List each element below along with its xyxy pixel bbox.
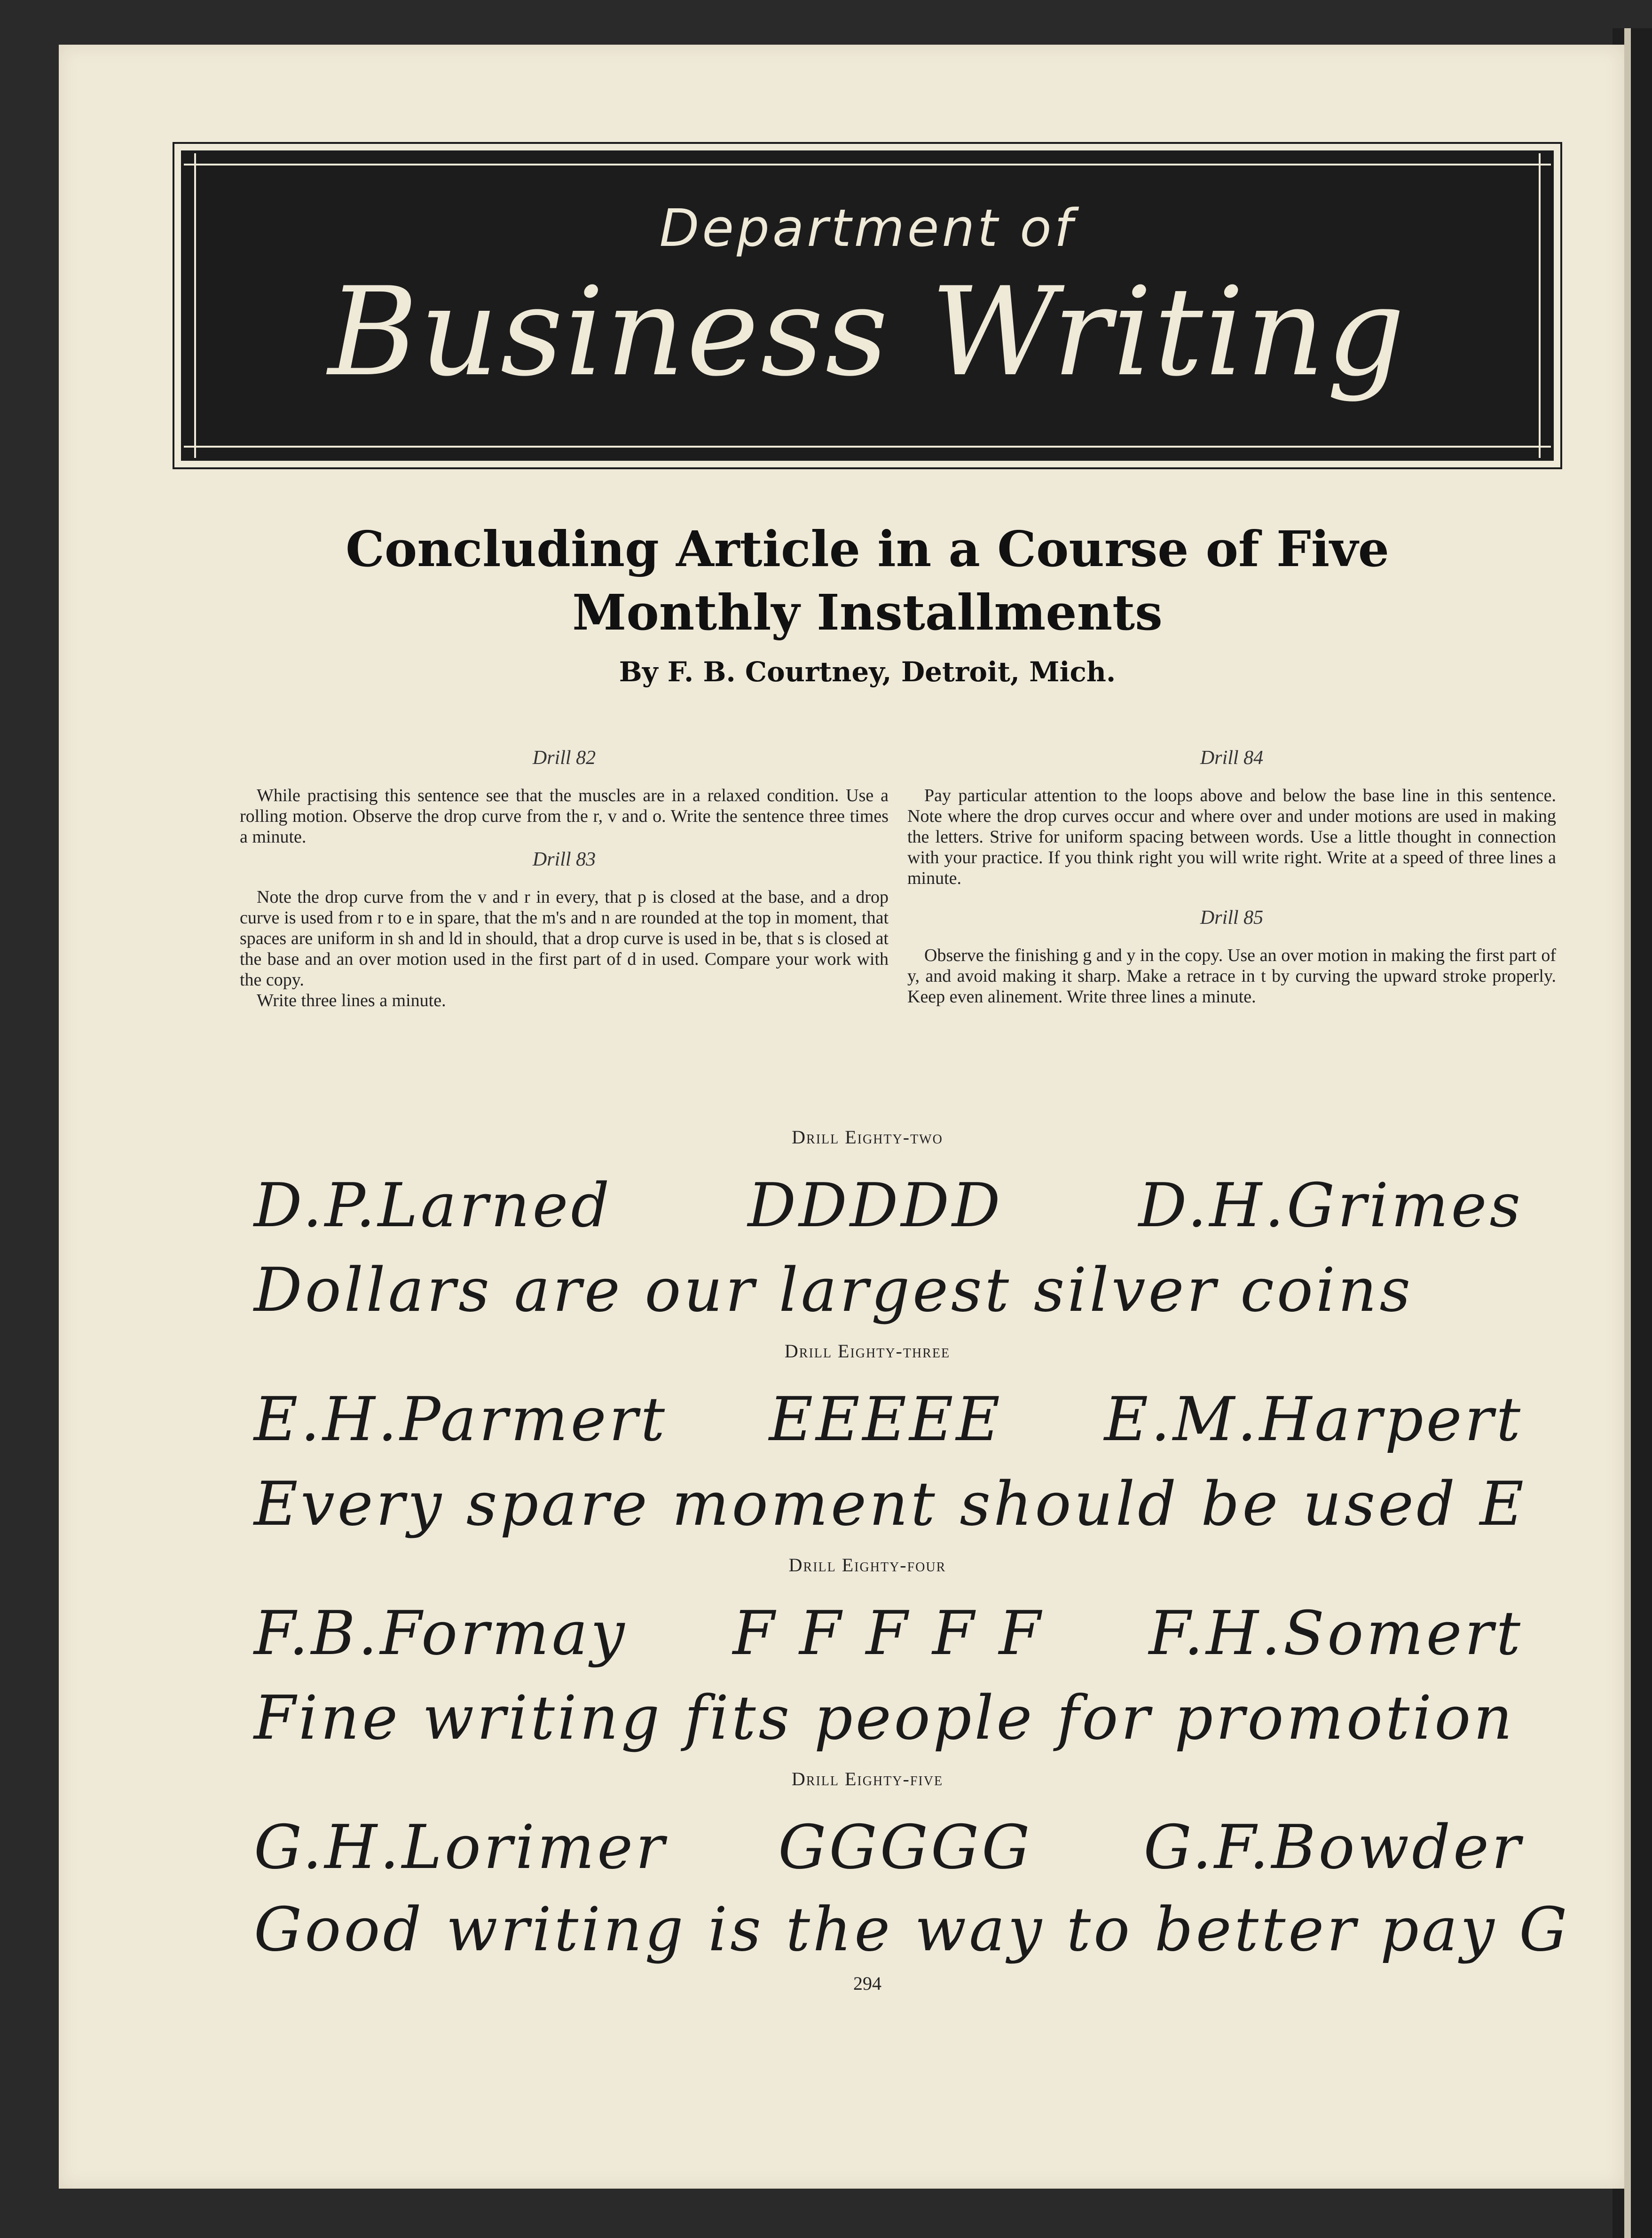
drill-85-title: Drill 85 [1200,907,1264,929]
script-name: D.P.Larned [254,1171,613,1241]
banner-rule-bottom [184,446,1551,448]
right-column [907,748,1556,1007]
script-letters: EEEEE [769,1385,1003,1455]
script-sentence: Dollars are our largest silver coins [254,1255,1413,1325]
banner-business-writing-text: Business Writing [328,261,1407,403]
drill-eighty-five-label: Drill Eighty-five [791,1768,944,1789]
byline: By F. B. Courtney, Detroit, Mich. [619,656,1116,688]
drill-82-text: While practising this sentence see that the muscles are in a relaxed condition. Use a rolling motion. Observe the drop curve from the r, v and o. Write the sentence three times a minute. [240,786,889,847]
drill-eighty-five-row-1 [254,1812,1523,1883]
drill-eighty-four-row-1 [254,1599,1523,1669]
left-column [240,748,889,1011]
script-name: F.H.Somert [1149,1599,1523,1669]
script-name: D.H.Grimes [1138,1171,1523,1241]
script-name: G.H.Lorimer [254,1812,668,1883]
drill-83-text-2: Write three lines a minute. [257,991,446,1010]
script-sentence: Fine writing fits people for promotion [254,1683,1515,1753]
drill-84-title: Drill 84 [1200,747,1264,769]
drill-eighty-three-row-2 [254,1469,1526,1539]
drill-eighty-two-row-2 [254,1255,1523,1325]
banner-frame [181,150,1554,461]
headline-line-2: Monthly Installments [572,583,1163,641]
script-letters: GGGGG [778,1812,1033,1883]
drill-eighty-three-row-1 [254,1385,1523,1455]
drill-82-title: Drill 82 [532,747,596,769]
banner-rule-top [184,164,1551,165]
drill-83-text: Note the drop curve from the v and r in every, that p is closed at the base, and a drop curve is used from r to e in spare, that the m's and n are rounded at the top in moment, that spaces are uniform in sh and ld in should, that a drop curve is used in be, that s is closed at the base and an over motion used in the first part of d in used. Compare your work with the copy. [240,887,889,990]
page-number: 294 [853,1973,881,1994]
drill-eighty-two-label: Drill Eighty-two [792,1127,943,1148]
drill-eighty-two-row-1 [254,1171,1523,1241]
drill-eighty-four-row-2 [254,1683,1523,1753]
headline-line-1: Concluding Article in a Course of Five [346,520,1389,578]
drill-83-title: Drill 83 [532,849,596,870]
drill-85-text: Observe the finishing g and y in the copy. Use an over motion in making the first part of y, and avoid making it sharp. Make a retrace in t by curving the upward stroke properly. Keep even alinement. Write three lines a minute. [907,946,1556,1007]
department-banner [172,141,1563,470]
script-sentence: Good writing is the way to better pay G [254,1895,1570,1965]
drill-84-text: Pay particular attention to the loops above and below the base line in this sentence. Note where the drop curves occur and where over and under motions are used in making the letters. Strive for uniform spacing between words. Use a little thought in connection with your practice. If you think right you will write right. Write at a speed of three lines a minute. [907,786,1556,888]
script-sentence: Every spare moment should be used E [254,1469,1526,1539]
script-name: F.B.Formay [254,1599,628,1669]
script-letters: F F F F F [732,1599,1044,1669]
banner-department-text: Department of [659,198,1076,258]
drill-eighty-four-label: Drill Eighty-four [788,1554,946,1576]
drill-eighty-three-label: Drill Eighty-three [784,1340,951,1362]
script-name: E.H.Parmert [254,1385,668,1455]
drill-eighty-five-row-2 [254,1895,1570,1965]
script-letters: DDDDD [747,1171,1003,1241]
script-name: G.F.Bowder [1143,1812,1523,1883]
page-edge [1624,28,1631,2238]
script-name: E.M.Harpert [1104,1385,1523,1455]
